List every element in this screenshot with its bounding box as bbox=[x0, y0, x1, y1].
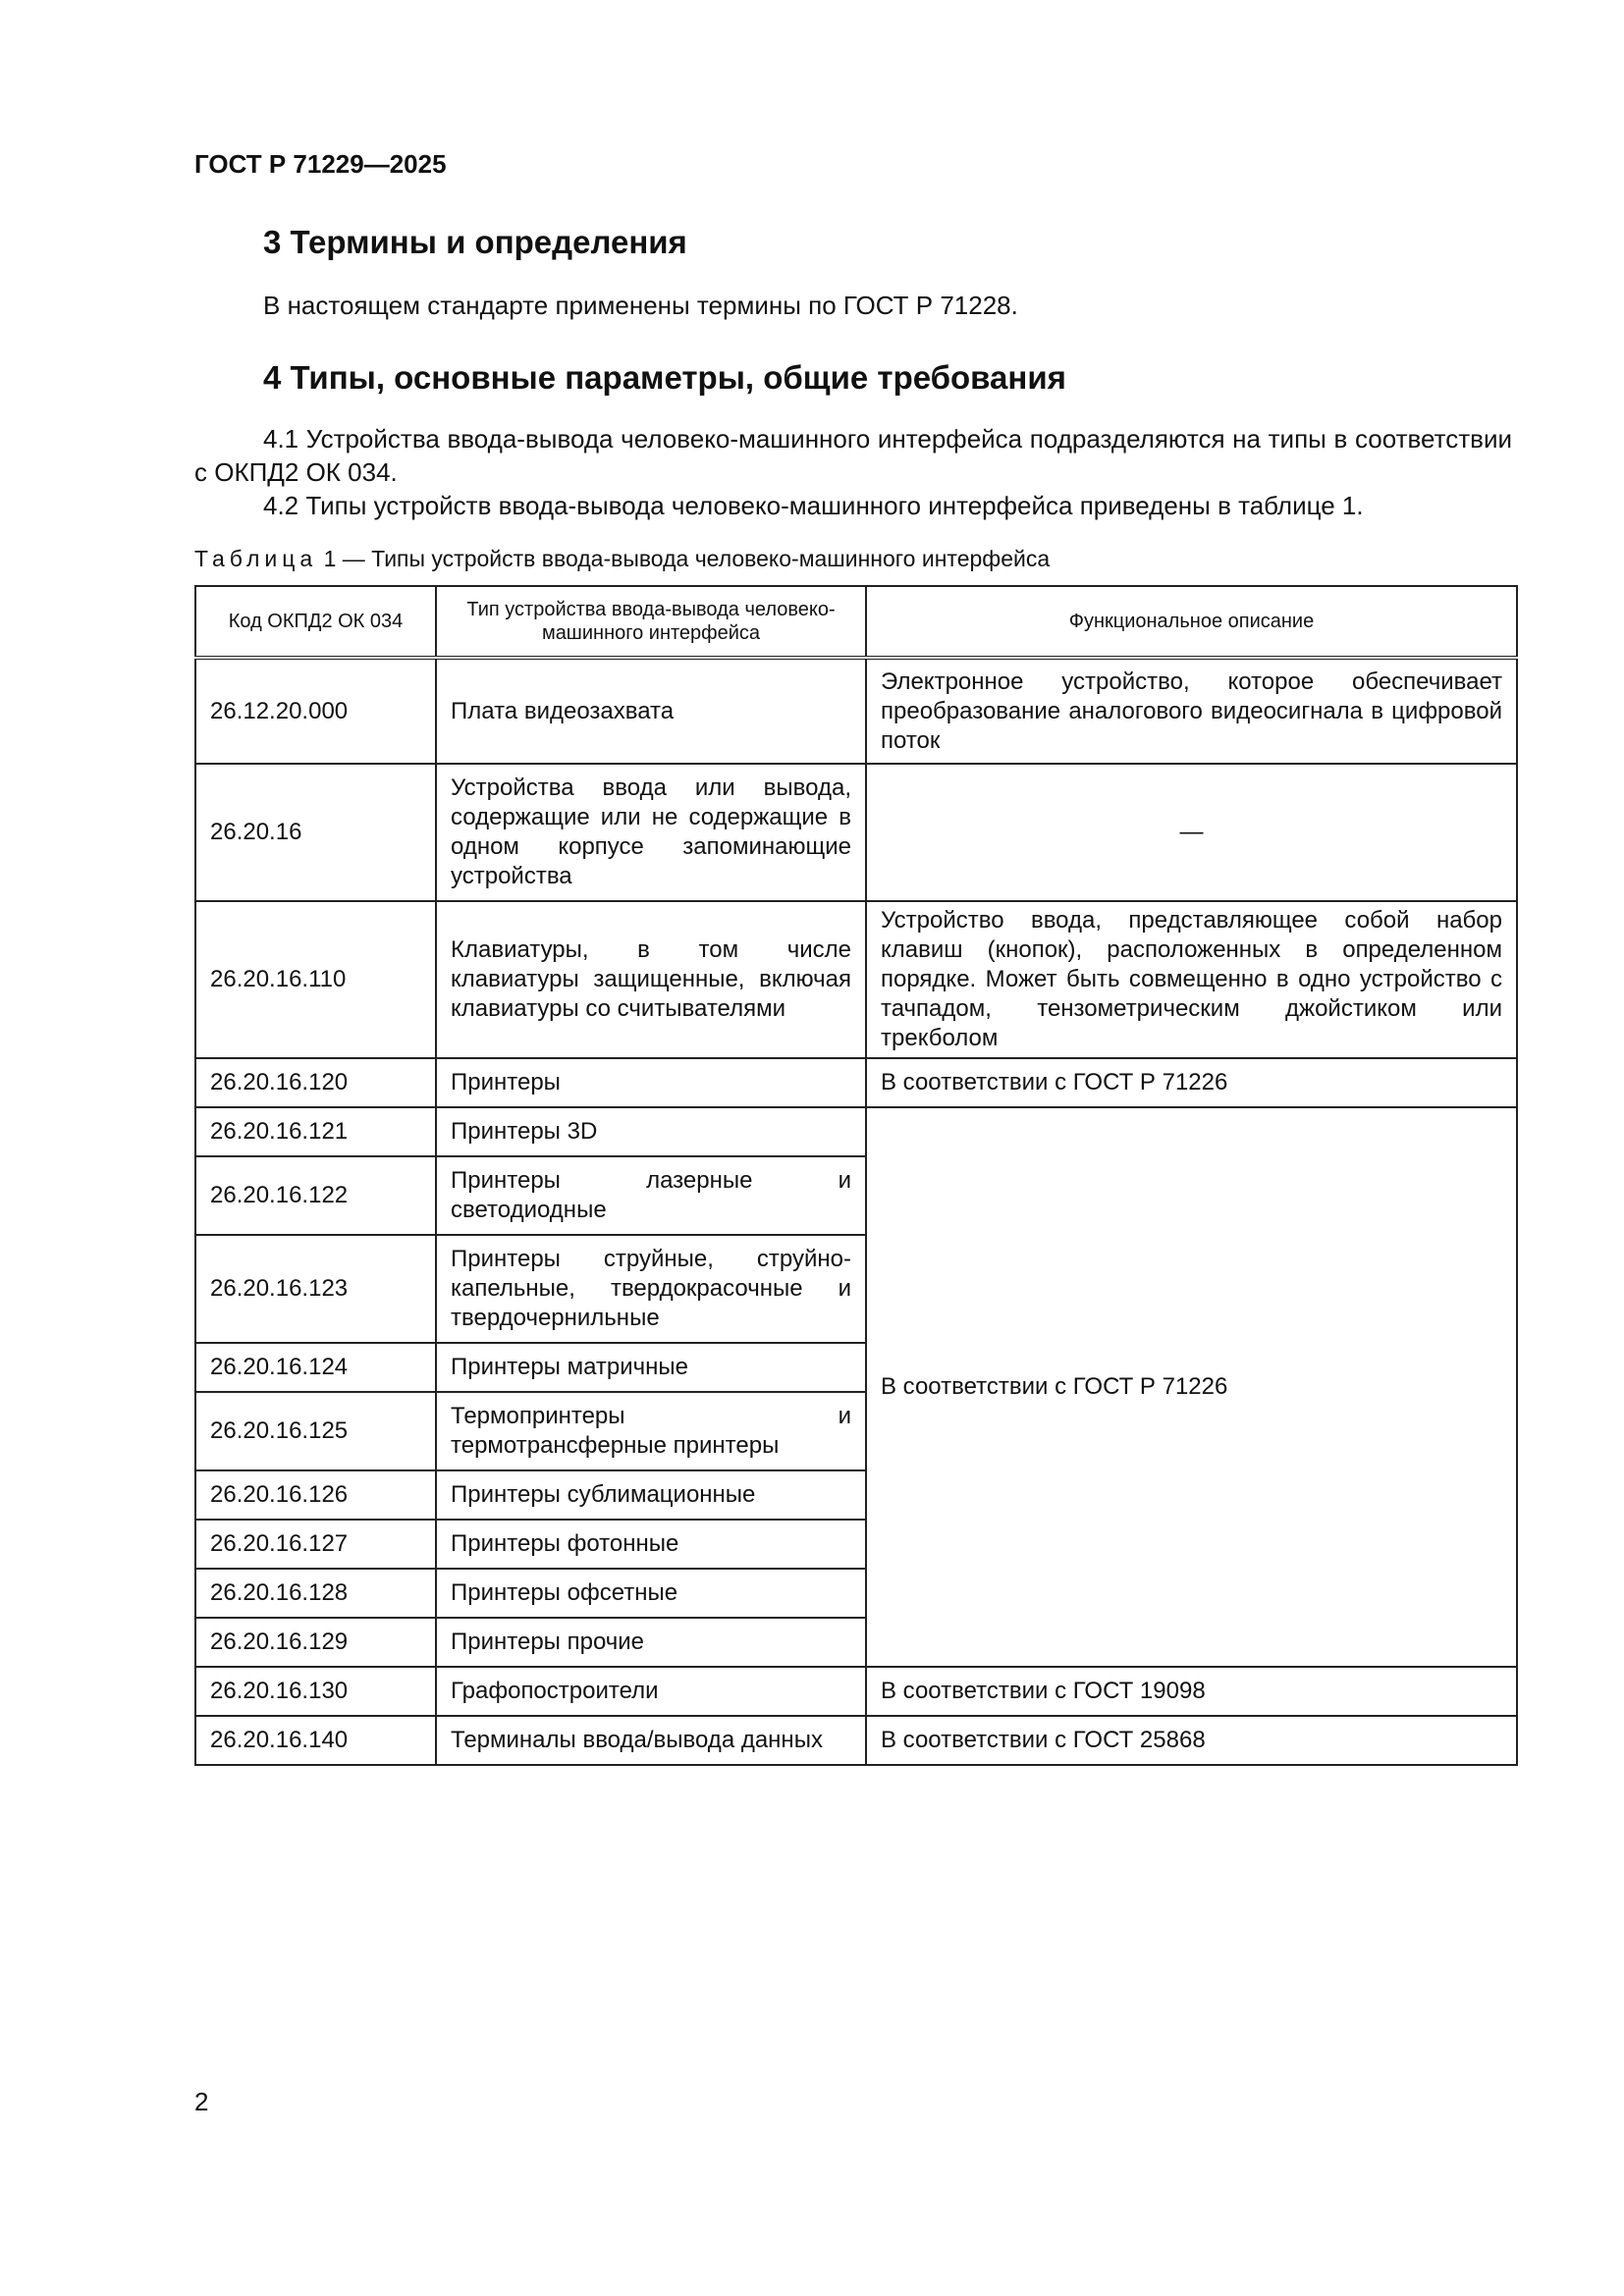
table-caption-label: Таблица bbox=[194, 546, 318, 571]
cell-code: 26.20.16 bbox=[195, 764, 436, 901]
table-row bbox=[195, 1667, 1517, 1716]
cell-code: 26.20.16.126 bbox=[195, 1470, 436, 1520]
header-code: Код ОКПД2 ОК 034 bbox=[195, 586, 436, 658]
cell-type: Принтеры лазерные и светодиодные bbox=[436, 1156, 866, 1235]
document-code: ГОСТ Р 71229—2025 bbox=[194, 149, 447, 179]
table-row bbox=[195, 1107, 1517, 1156]
cell-code: 26.20.16.129 bbox=[195, 1618, 436, 1667]
cell-type: Плата видеозахвата bbox=[436, 658, 866, 764]
device-types-table bbox=[194, 585, 1518, 1766]
cell-code: 26.12.20.000 bbox=[195, 658, 436, 764]
cell-description: В соответствии с ГОСТ Р 71226 bbox=[866, 1058, 1517, 1107]
cell-type: Принтеры прочие bbox=[436, 1618, 866, 1667]
cell-type: Графопостроители bbox=[436, 1667, 866, 1716]
header-type: Тип устройства ввода-вывода человеко-машинного интерфейса bbox=[436, 586, 866, 658]
cell-type: Принтеры bbox=[436, 1058, 866, 1107]
cell-type: Устройства ввода или вывода, содержащие или не содержащие в одном корпусе запоминающие устройства bbox=[436, 764, 866, 901]
cell-code: 26.20.16.140 bbox=[195, 1716, 436, 1765]
cell-type: Клавиатуры, в том числе клавиатуры защищенные, включая клавиатуры со считывателями bbox=[436, 901, 866, 1058]
header-description: Функциональное описание bbox=[866, 586, 1517, 658]
cell-code: 26.20.16.123 bbox=[195, 1235, 436, 1343]
paragraph-4-1: 4.1 Устройства ввода-вывода человеко-машинного интерфейса подразделяются на типы в соответствии с ОКПД2 ОК 034. bbox=[194, 424, 1512, 487]
cell-type: Принтеры струйные, струйно-капельные, твердокрасочные и твердочернильные bbox=[436, 1235, 866, 1343]
cell-type: Принтеры офсетные bbox=[436, 1569, 866, 1618]
cell-description: Электронное устройство, которое обеспечивает преобразование аналогового видеосигнала в цифровой поток bbox=[866, 658, 1517, 764]
cell-code: 26.20.16.110 bbox=[195, 901, 436, 1058]
cell-code: 26.20.16.121 bbox=[195, 1107, 436, 1156]
cell-code: 26.20.16.122 bbox=[195, 1156, 436, 1235]
cell-type: Термопринтеры и термотрансферные принтеры bbox=[436, 1392, 866, 1470]
cell-description: В соответствии с ГОСТ 19098 bbox=[866, 1667, 1517, 1716]
table-caption-text: 1 — Типы устройств ввода-вывода человеко-машинного интерфейса bbox=[323, 546, 1051, 571]
cell-code: 26.20.16.120 bbox=[195, 1058, 436, 1107]
cell-code: 26.20.16.125 bbox=[195, 1392, 436, 1470]
cell-description: В соответствии с ГОСТ 25868 bbox=[866, 1716, 1517, 1765]
table-row bbox=[195, 764, 1517, 901]
cell-type: Принтеры матричные bbox=[436, 1343, 866, 1392]
table-row bbox=[195, 1716, 1517, 1765]
cell-code: 26.20.16.128 bbox=[195, 1569, 436, 1618]
cell-type: Принтеры 3D bbox=[436, 1107, 866, 1156]
cell-type: Принтеры фотонные bbox=[436, 1520, 866, 1569]
cell-code: 26.20.16.127 bbox=[195, 1520, 436, 1569]
table-row bbox=[195, 658, 1517, 764]
table-row bbox=[195, 1058, 1517, 1107]
cell-description: — bbox=[866, 764, 1517, 901]
section-3-title: 3 Термины и определения bbox=[263, 224, 687, 260]
cell-type: Терминалы ввода/вывода данных bbox=[436, 1716, 866, 1765]
section-3-text: В настоящем стандарте применены термины по ГОСТ Р 71228. bbox=[263, 291, 1018, 320]
cell-code: 26.20.16.124 bbox=[195, 1343, 436, 1392]
cell-description: Устройство ввода, представляющее собой набор клавиш (кнопок), расположенных в определенном порядке. Может быть совмещенно в одно устройство с тачпадом, тензометрическим джойстиком или трекболом bbox=[866, 901, 1517, 1058]
table-header-row bbox=[195, 586, 1517, 658]
section-4-title: 4 Типы, основные параметры, общие требования bbox=[263, 359, 1066, 396]
cell-type: Принтеры сублимационные bbox=[436, 1470, 866, 1520]
cell-description-merged: В соответствии с ГОСТ Р 71226 bbox=[866, 1107, 1517, 1667]
table-caption bbox=[194, 546, 1050, 572]
page-number: 2 bbox=[194, 2087, 209, 2116]
table-row bbox=[195, 901, 1517, 1058]
paragraph-4-2: 4.2 Типы устройств ввода-вывода человеко-машинного интерфейса приведены в таблице 1. bbox=[263, 491, 1364, 520]
cell-code: 26.20.16.130 bbox=[195, 1667, 436, 1716]
